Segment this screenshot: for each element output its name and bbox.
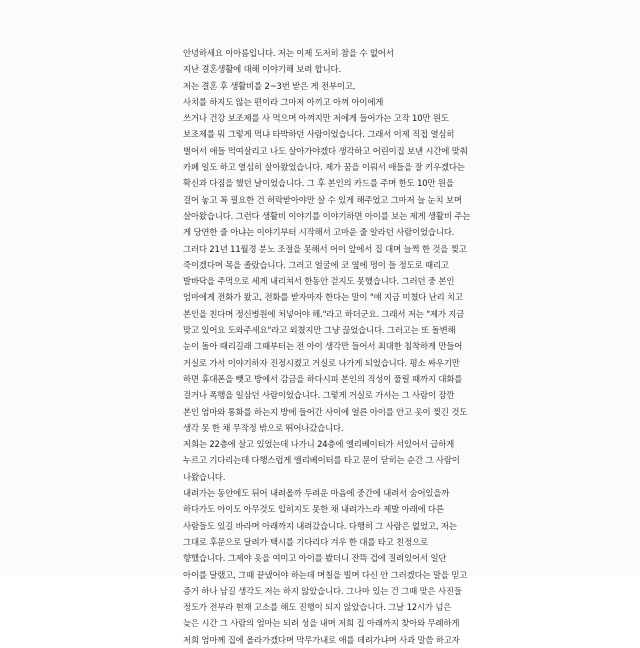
text-line: 증거 하나 남길 생각도 저는 하지 않았습니다. 그나마 있는 건 그때 맞은 사진들 [183,585,462,596]
text-line: 사람들도 있길 바라며 아래까지 내려갔습니다. 다행히 그 사람은 없었고, 저는 [183,520,457,531]
text-line: 카페 일도 하고 열심히 살아왔었습니다. 제가 꿈을 이뤄서 애들을 잘 키우겠다는 [183,162,465,173]
text-line: 쓰거나 건강 보조제를 사 먹으며 아껴지만 저에게 들어가는 고작 10만 원도 [183,113,449,124]
text-line: 거실로 가서 이야기하자 진정시켰고 거실로 나가게 되었습니다. 평소 싸우기만 [183,357,460,368]
text-line: 눈이 돌아 때리길래 그때부터는 전 아이 생각만 들어서 최대한 침착하게 만들어 [183,341,463,352]
text-line: 저희 엄마께 집에 올라가겠다며 막무가내로 애를 데려가냐며 사과 말씀 하고자 [183,634,460,645]
text-line: 저희는 22층에 살고 있었는데 나가니 24층에 엘리베이터가 서있어서 급하게 [183,439,455,450]
text-line: 아이를 달랬고, 그때 끝냈어야 하는데 며칠을 빌며 다신 안 그러겠다는 말을 믿고 [183,569,468,580]
text-line: 향했습니다. 그제야 옷을 여미고 아이를 봤더니 잔뜩 겁에 질려있어서 일단 [183,553,447,564]
text-line: 걸거나 폭행을 일삼던 사람이었습니다. 그렇게 거실로 가서는 그 사람이 잠깐 [183,390,455,401]
text-line: 사치를 하지도 않는 편이라 그마저 아끼고 아껴 아이에게 [183,96,384,107]
text-line: 하면 휴대폰을 뺏고 방에서 감금을 하다시피 본인의 직성이 풀릴 때까지 대화를 [183,373,463,384]
text-line: 늦은 시간 그 사람의 엄마는 되려 성을 내며 저희 집 아래까지 찾아와 무례하게 [183,618,460,629]
text-line: 벌어서 애들 먹여살리고 나도 살아가야겠다 생각하고 어린이집 보낸 시간에 맞춰 [183,145,468,156]
text-line: 저는 결혼 후 생활비를 2~3번 받은 게 전부이고, [183,80,356,91]
text-line: 본인 엄마와 통화를 하는지 방에 들어간 사이에 얼른 아이를 안고 옷이 찢긴 것도 [183,406,468,417]
text-line: 발바닥을 주먹으로 세게 내리쳐서 한동안 걷지도 못했습니다. 그러던 중 본인 [183,276,455,287]
text-line: 보조제를 뭐 그렇게 먹냐 타박하던 사람이었습니다. 그래서 이제 직접 열심히 [183,129,455,140]
text-line: 그대로 후문으로 달려가 택시를 기다리다 겨우 한 대를 타고 친정으로 [183,536,428,547]
letter-body [183,45,501,648]
text-line: 본인을 친다며 정신병원에 처넣어야 해."라고 하더군요. 그래서 저는 "제가 지금 [183,308,465,319]
text-line: 걸어 놓고 꼭 필요한 건 허락받아야만 살 수 있게 해주었고 그마저 늘 눈치 보며 [183,194,462,205]
text-line: 엄마에게 전화가 왔고, 전화를 받자마자 한다는 말이 "얘 지금 미쳤다 난리 치고 [183,292,463,303]
text-line: 생각 못 한 채 무작정 밖으로 뛰어나갔습니다. [183,422,344,433]
text-line: 하다가도 아이도 아무것도 입히지도 못한 채 내려가느라 제발 아래에 다른 [183,504,444,515]
text-line: 살아왔습니다. 그런다 생활비 이야기를 이야기하면 아이를 보는 제게 생활비 주는 [183,210,471,221]
text-line: 죽이겠다며 목을 졸랐습니다. 그러고 얼굴에 코 옆에 멍이 들 정도로 때리고 [183,259,449,270]
text-line: 정도가 전부라 현재 고소를 해도 진행이 되지 않았습니다. 그날 12시가 넘은 [183,602,452,613]
text-line: 그러다 21년 11월경 분노 조절을 못해서 어이 앞에서 집 대며 늘쩍 한 것을 찢고 [183,243,467,254]
text-line: 안녕하세요 이아름입니다. 저는 이제 도저히 참을 수 없어서 [183,48,394,58]
text-line: 확신과 다짐을 했던 날이었습니다. 그 후 본인의 카드를 주며 한도 10만 원을 [183,178,454,189]
text-line: 나왔습니다. [183,471,226,482]
text-line: 게 당연한 줄 아냐는 이야기부터 시작해서 고마운 줄 알라던 사람이었습니다. [183,227,455,238]
text-line: 지난 결혼생활에 대해 이야기해 보려 합니다. [183,64,341,75]
text-line: 맞고 있어요 도와주세요"라고 외쳤지만 그냥 끊었습니다. 그러고는 또 돌변해 [183,325,456,336]
text-line: 내려가는 동안에도 뒤어 내려올까 두려운 마음에 중간에 내려서 숨어있을까 [183,488,450,499]
text-line: 누르고 기다리는데 다행스럽게 엘리베이터를 타고 문이 닫히는 순간 그 사람이 [183,455,460,466]
